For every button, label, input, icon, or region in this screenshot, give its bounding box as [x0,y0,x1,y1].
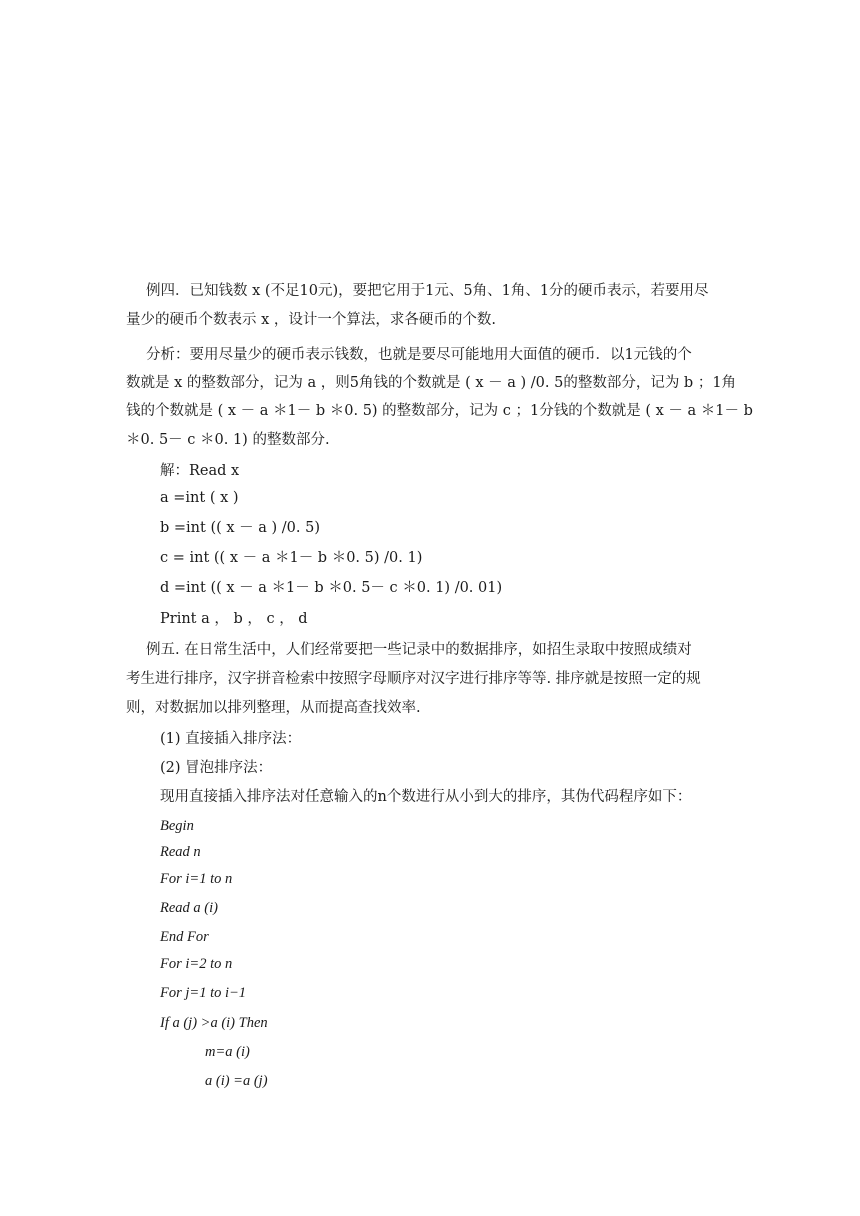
code-line: Read n [160,844,201,860]
code-line: m=a (i) [205,1044,250,1060]
code-line: Begin [160,818,194,834]
code-line: Print a ， b ， c ， d [160,611,308,627]
text-line: ＊0. 5－ c ＊0. 1) 的整数部分. [126,432,330,448]
solution-header: 解：Read x [160,463,240,479]
text-line: 例四．已知钱数 x (不足10元)，要把它用于1元、5角、1角、1分的硬币表示，若要用尽 [146,283,709,299]
text-line: 量少的硬币个数表示 x ，设计一个算法，求各硬币的个数. [126,312,497,328]
code-line: a =int ( x ) [160,490,239,506]
text-line: 考生进行排序，汉字拼音检索中按照字母顺序对汉字进行排序等等. 排序就是按照一定的规 [126,671,701,687]
text-line: 数就是 x 的整数部分，记为 a ，则5角钱的个数就是 ( x － a ) /0. 5的整数部分，记为 b ；1角 [126,375,737,391]
code-line: c = int (( x － a ＊1－ b ＊0. 5) /0. 1) [160,550,423,566]
text-line: 分析：要用尽量少的硬币表示钱数，也就是要尽可能地用大面值的硬币．以1元钱的个 [146,347,692,363]
text-line: 则，对数据加以排列整理，从而提高查找效率. [126,700,421,716]
code-line: For i=1 to n [160,871,233,887]
code-line: If a (j) >a (i) Then [160,1015,268,1031]
code-line: b =int (( x － a ) /0. 5) [160,520,321,536]
text-line: 现用直接插入排序法对任意输入的n个数进行从小到大的排序，其伪代码程序如下： [160,789,692,805]
text-line: 例五. 在日常生活中，人们经常要把一些记录中的数据排序，如招生录取中按照成绩对 [146,642,692,658]
code-line: d =int (( x － a ＊1－ b ＊0. 5－ c ＊0. 1) /0. 01) [160,580,503,596]
text-line: 钱的个数就是 ( x － a ＊1－ b ＊0. 5) 的整数部分，记为 c ；1分钱的个数就是 ( x － a ＊1－ b [126,403,753,419]
code-line: For j=1 to i−1 [160,985,247,1001]
code-line: a (i) =a (j) [205,1073,268,1089]
list-item: (1) 直接插入排序法： [160,731,302,747]
code-line: For i=2 to n [160,956,233,972]
code-line: Read a (i) [160,900,218,916]
list-item: (2) 冒泡排序法： [160,760,273,776]
code-line: End For [160,929,209,945]
